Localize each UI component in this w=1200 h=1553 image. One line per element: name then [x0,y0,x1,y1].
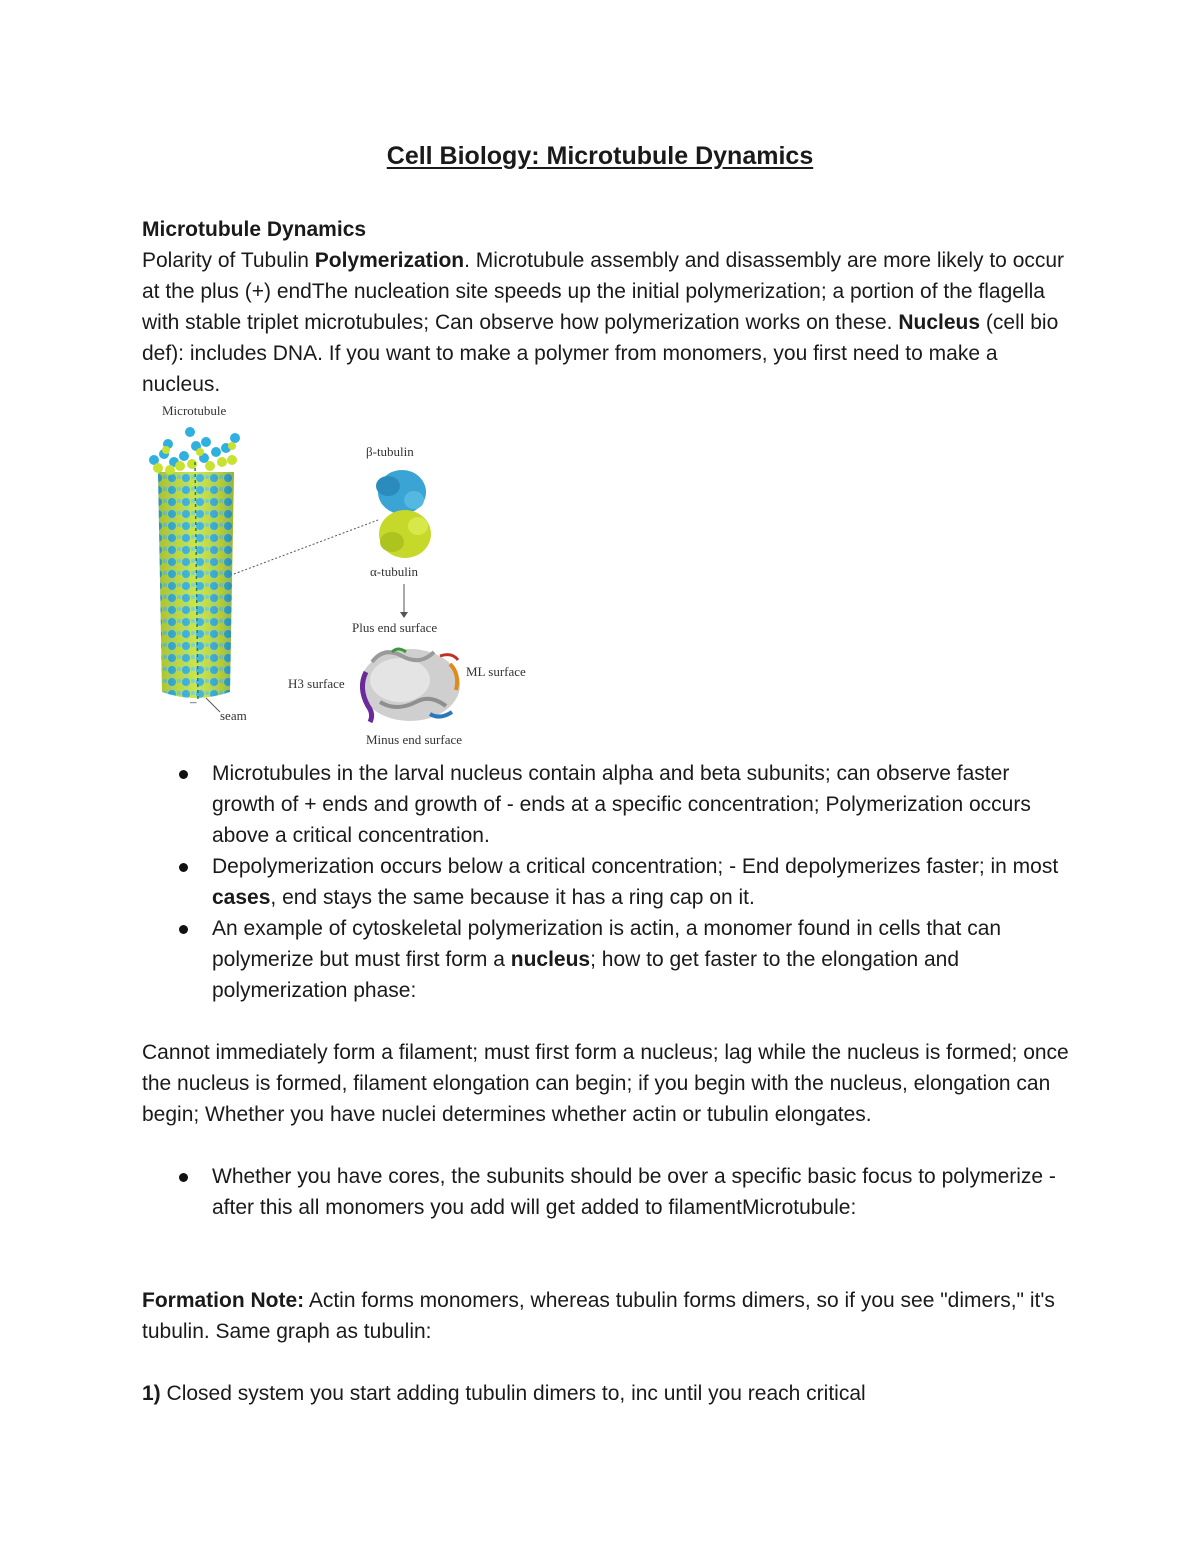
bullet-bold-nucleus: nucleus [510,948,591,971]
bullet-bold-cases: cases [212,886,271,909]
dimer-pointer [234,520,378,574]
beta-tubulin-blob [376,470,426,514]
seam-pointer [206,698,220,712]
list-item [212,913,1072,1006]
bullet-text: , end stays the same because it has a ring cap on it. [270,886,755,909]
label-minus-end-surface: Minus end surface [366,732,463,747]
intro-text-1: Polarity of Tubulin [142,249,315,272]
formation-note [142,1285,1072,1347]
label-h3-surface: H3 surface [288,676,345,691]
label-seam: seam [220,708,247,723]
microtubule-figure [140,402,540,752]
microtubule-tube [149,427,240,700]
list-item [212,758,1072,851]
intro-text-2: . Microtubule assembly and disassembly are more likely to occur at the plus (+) endThe nucleation site speeds up the initial polymerization; a portion of the flagella with stable triplet microtubules; Can observe how polymerization works on these. [142,249,1065,334]
bullet-text: Microtubules in the larval nucleus contain alpha and beta subunits; can observe faster growth of + ends and growth of - ends at a specific concentration; Polymerization occurs above a critical concentration. [212,762,1031,847]
intro-text-3: (cell bio def): includes DNA. If you want to make a polymer from monomers, you first need to make a nucleus. [142,311,1059,396]
formation-note-text: Actin forms monomers, whereas tubulin forms dimers, so if you see "dimers," it's tubulin. Same graph as tubulin: [142,1289,1055,1343]
microtubule-diagram [140,402,540,752]
label-ml-surface: ML surface [466,664,526,679]
label-alpha-tubulin: α-tubulin [370,564,418,579]
arrow-head [400,612,408,618]
formation-note-label: Formation Note: [142,1289,305,1312]
list-item [212,1161,1072,1223]
protein-structure [360,649,460,722]
page-title: Cell Biology: Microtubule Dynamics [386,142,814,170]
step-1-label: 1) [142,1382,161,1405]
paragraph-2: Cannot immediately form a filament; must first form a nucleus; lag while the nucleus is formed; once the nucleus is formed, filament elongation can begin; if you begin with the nucleus, elongation can begin; Whether you have nuclei determines whether actin or tubulin elongates. [142,1041,1069,1126]
intro-bold-polymerization: Polymerization [314,249,465,272]
label-microtubule: Microtubule [162,403,227,418]
step-1 [142,1378,1072,1409]
intro-paragraph [142,245,1072,400]
section-heading: Microtubule Dynamics [142,218,367,241]
bullet-list-1 [142,758,1072,1006]
alpha-tubulin-blob [379,510,431,558]
label-beta-tubulin: β-tubulin [366,444,414,459]
bullet-list-2 [142,1161,1072,1223]
intro-bold-nucleus: Nucleus [898,311,981,334]
label-minus-sign: – [190,694,197,709]
step-1-text: Closed system you start adding tubulin dimers to, inc until you reach critical [160,1382,866,1405]
list-item [212,851,1072,913]
bullet-text: An example of cytoskeletal polymerization is actin, a monomer found in cells that can polymerize but must first form a [212,917,1002,971]
label-plus-end-surface: Plus end surface [352,620,438,635]
bullet-text: ; how to get faster to the elongation and polymerization phase: [212,948,960,1002]
bullet-text: Depolymerization occurs below a critical concentration; - End depolymerizes faster; in most [212,855,1059,878]
bullet-text: Whether you have cores, the subunits should be over a specific basic focus to polymerize - after this all monomers you add will get added to filamentMicrotubule: [212,1165,1056,1219]
